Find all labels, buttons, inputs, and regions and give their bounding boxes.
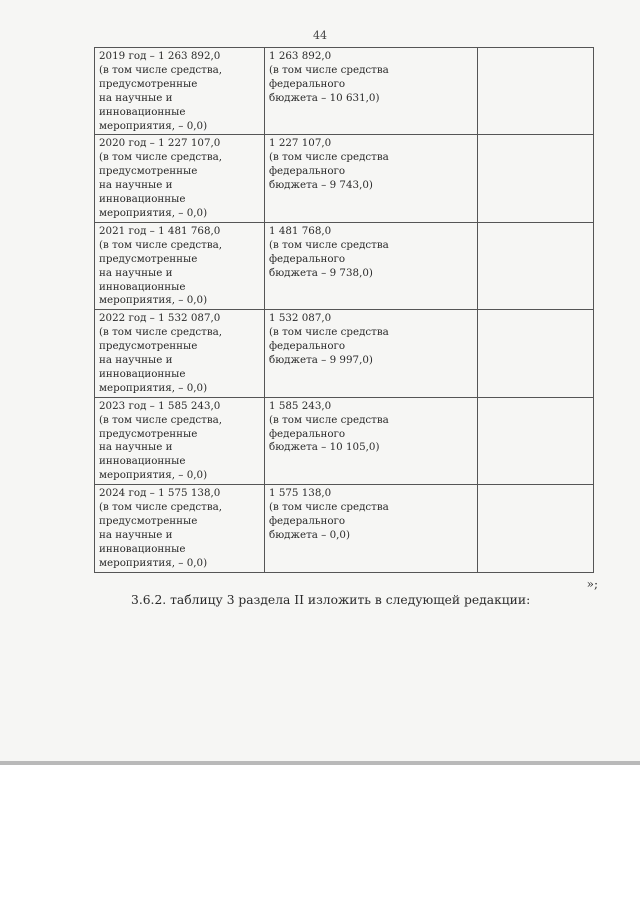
empty-cell xyxy=(478,222,594,309)
budget-table xyxy=(94,47,594,573)
empty-cell xyxy=(478,397,594,484)
federal-cell: 1 532 087,0 (в том числе средства федерального бюджета – 9 997,0) xyxy=(265,310,478,397)
total-cell: 2023 год – 1 585 243,0 (в том числе средства, предусмотренные на научные и инновационные мероприятия, – 0,0) xyxy=(95,397,265,484)
table-row xyxy=(95,397,594,484)
federal-cell: 1 263 892,0 (в том числе средства федерального бюджета – 10 631,0) xyxy=(265,48,478,135)
total-cell: 2019 год – 1 263 892,0 (в том числе средства, предусмотренные на научные и инновационные мероприятия, – 0,0) xyxy=(95,48,265,135)
total-cell: 2021 год – 1 481 768,0 (в том числе средства, предусмотренные на научные и инновационные мероприятия, – 0,0) xyxy=(95,222,265,309)
closing-quote: »; xyxy=(586,577,598,591)
table-row xyxy=(95,485,594,572)
federal-cell: 1 481 768,0 (в том числе средства федерального бюджета – 9 738,0) xyxy=(265,222,478,309)
empty-cell xyxy=(478,310,594,397)
table-row xyxy=(95,48,594,135)
total-cell: 2020 год – 1 227 107,0 (в том числе средства, предусмотренные на научные и инновационные мероприятия, – 0,0) xyxy=(95,135,265,222)
page-number: 44 xyxy=(313,29,327,42)
table-row xyxy=(95,135,594,222)
table-row xyxy=(95,222,594,309)
table-row xyxy=(95,310,594,397)
federal-cell: 1 227 107,0 (в том числе средства федерального бюджета – 9 743,0) xyxy=(265,135,478,222)
empty-cell xyxy=(478,135,594,222)
total-cell: 2024 год – 1 575 138,0 (в том числе средства, предусмотренные на научные и инновационные мероприятия, – 0,0) xyxy=(95,485,265,572)
empty-cell xyxy=(478,48,594,135)
empty-cell xyxy=(478,485,594,572)
total-cell: 2022 год – 1 532 087,0 (в том числе средства, предусмотренные на научные и инновационные мероприятия, – 0,0) xyxy=(95,310,265,397)
amendment-paragraph: 3.6.2. таблицу 3 раздела II изложить в следующей редакции: xyxy=(131,593,531,607)
federal-cell: 1 585 243,0 (в том числе средства федерального бюджета – 10 105,0) xyxy=(265,397,478,484)
federal-cell: 1 575 138,0 (в том числе средства федерального бюджета – 0,0) xyxy=(265,485,478,572)
